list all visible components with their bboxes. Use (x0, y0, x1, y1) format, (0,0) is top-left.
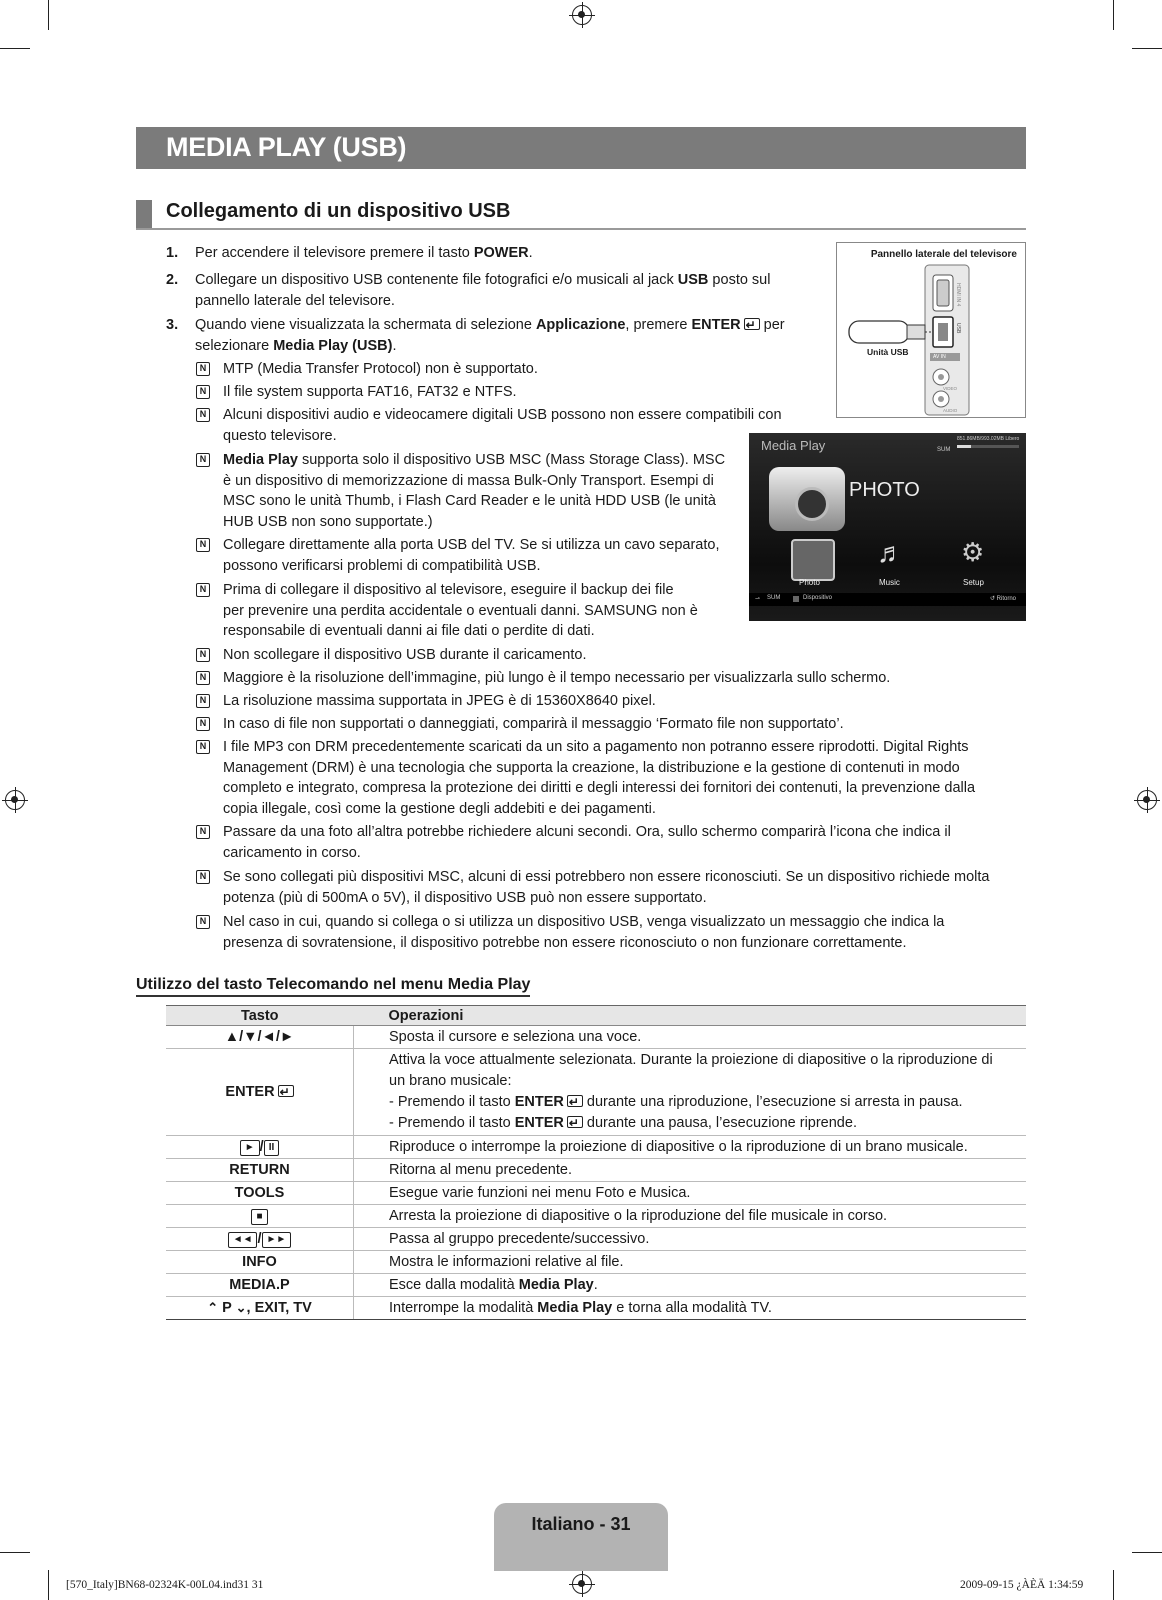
crop-mark (0, 48, 30, 49)
enter-icon (744, 318, 760, 330)
operation-cell: Sposta il cursore e seleziona una voce. (354, 1026, 1027, 1049)
enter-icon (278, 1085, 294, 1097)
note-item: N Media Play supporta solo il dispositivo USB MSC (Mass Storage Class). MSC è un dispositivo di memorizzazione di massa Bulk-Only Transport. Esempi di MSC sono le unità Thumb, i Flash Card Reader e le unità HDD USB (le unità HUB USB non sono supportate.) (196, 450, 986, 532)
note-icon: N (196, 385, 210, 399)
crop-mark (48, 0, 49, 30)
crop-mark (1113, 0, 1114, 30)
bottom-bar: ⇀ SUM Dispositivo ↺ Ritorno (749, 593, 1026, 606)
step-2 (166, 270, 816, 309)
table-row (166, 1297, 1026, 1320)
menu-item-photo[interactable]: Photo (799, 578, 820, 587)
crop-mark (1132, 48, 1162, 49)
pause-icon: II (264, 1140, 280, 1156)
table-row (166, 1182, 1026, 1205)
registration-mark-icon (5, 790, 25, 810)
registration-mark-icon (572, 5, 592, 25)
page-number-tab (494, 1503, 668, 1571)
step-1 (166, 243, 816, 264)
key-cell (166, 1205, 354, 1228)
rewind-icon: ◄◄ (228, 1232, 258, 1248)
key-cell: TOOLS (166, 1182, 354, 1205)
operation-cell: Esce dalla modalità Media Play. (354, 1274, 1027, 1297)
note-icon: N (196, 740, 210, 754)
table-row (166, 1136, 1026, 1159)
selected-category-label: PHOTO (849, 479, 920, 501)
note-item: N Passare da una foto all’altra potrebbe richiedere alcuni secondi. Ora, sullo schermo comparirà l’icona che indica il caricamento in corso. (196, 822, 1006, 863)
bottom-device-button[interactable]: Dispositivo (803, 595, 833, 601)
note-icon: N (196, 717, 210, 731)
enter-icon (567, 1116, 583, 1128)
operation-cell: Riproduce o interrompe la proiezione di diapositive o la riproduzione di un brano musicale. (354, 1136, 1027, 1159)
operation-cell: Attiva la voce attualmente selezionata. Durante la proiezione di diapositive o la riproduzione di un brano musicale: - Premendo il tasto ENTER↵ durante una riproduzione, l’esecuzione si arresta in pausa. - Premendo il tasto ENTER↵ durante una pausa, l’esecuzione riprende. (354, 1049, 1027, 1136)
fast-forward-icon: ►► (262, 1232, 292, 1248)
registration-mark-icon (572, 1574, 592, 1594)
step-number: 2. (166, 272, 179, 288)
table-row (166, 1159, 1026, 1182)
column-header: Tasto (166, 1006, 354, 1026)
note-icon: N (196, 408, 210, 422)
key-cell: INFO (166, 1251, 354, 1274)
table-row (166, 1274, 1026, 1297)
step-text: Collegare un dispositivo USB contenente file fotografici e/o musicali al jack USB posto sul pannello laterale del televisore. (195, 272, 771, 309)
key-cell: ► / II (166, 1136, 354, 1159)
table-row (166, 1049, 1026, 1136)
photo-icon[interactable] (791, 539, 835, 581)
operation-cell: Interrompe la modalità Media Play e torna alla modalità TV. (354, 1297, 1027, 1320)
note-icon: N (196, 915, 210, 929)
channel-down-icon: ⌄ (235, 1300, 247, 1315)
note-item: N Maggiore è la risoluzione dell’immagine, più lungo è il tempo necessario per visualizzarla sullo schermo. (196, 668, 986, 689)
panel-title: Pannello laterale del televisore (870, 249, 1017, 260)
section-title: Collegamento di un dispositivo USB (166, 200, 511, 222)
note-icon: N (196, 648, 210, 662)
key-cell: RETURN (166, 1159, 354, 1182)
stop-icon: ■ (251, 1209, 267, 1225)
note-item: N Alcuni dispositivi audio e videocamere digitali USB possono non essere compatibili con questo televisore. (196, 405, 986, 446)
note-item: N In caso di file non supportati o danneggiati, comparirà il messaggio ‘Formato file non supportato’. (196, 714, 986, 735)
note-item: N MTP (Media Transfer Protocol) non è supportato. (196, 359, 986, 380)
note-icon: N (196, 870, 210, 884)
note-item: N Il file system supporta FAT16, FAT32 e NTFS. (196, 382, 986, 403)
step-3 (166, 315, 816, 354)
note-icon: N (196, 538, 210, 552)
tv-panel-drawing (837, 243, 1025, 417)
operation-cell: Ritorna al menu precedente. (354, 1159, 1027, 1182)
operation-cell: Esegue varie funzioni nei menu Foto e Musica. (354, 1182, 1027, 1205)
registration-mark-icon (1137, 790, 1157, 810)
table-row (166, 1228, 1026, 1251)
note-item: N I file MP3 con DRM precedentemente scaricati da un sito a pagamento non potranno essere riprodotti. Digital Rights Management (DRM) è una tecnologia che supporta la creazione, la distribuzione e la gestione di contenuti in modo completo e integrato, compresa la protezione dei diritti e degli interessi dei fornitori dei contenuti, la prevenzione dalla copia illegale, così come la gestione degli addebiti e dei pagamenti. (196, 737, 1006, 819)
page-number: Italiano - 31 (531, 1514, 631, 1534)
column-header: Operazioni (354, 1006, 1027, 1026)
remote-keys-table (166, 1005, 1026, 1320)
menu-item-setup[interactable]: Setup (963, 578, 984, 587)
step-text: Quando viene visualizzata la schermata di selezione Applicazione, premere ENTER↵ per selezionare Media Play (USB). (195, 315, 785, 357)
note-item: N Collegare direttamente alla porta USB del TV. Se si utilizza un cavo separato, possono verificarsi problemi di compatibilità USB. (196, 535, 986, 576)
key-cell: ◄◄ / ►► (166, 1228, 354, 1251)
key-cell: ENTER↵ (166, 1049, 354, 1136)
table-title: Utilizzo del tasto Telecomando nel menu Media Play (136, 976, 530, 997)
note-icon: N (196, 825, 210, 839)
operation-cell: Passa al gruppo precedente/successivo. (354, 1228, 1027, 1251)
play-icon: ► (240, 1140, 260, 1156)
music-icon[interactable]: ♬ (877, 537, 905, 568)
port-label: AV IN (933, 354, 946, 360)
device-button-icon (793, 596, 799, 602)
note-icon: N (196, 694, 210, 708)
step-text: Per accendere il televisore premere il tasto POWER. (195, 245, 533, 261)
enter-icon (567, 1095, 583, 1107)
crop-mark (1113, 1570, 1114, 1600)
return-button[interactable]: ↺ Ritorno (989, 596, 1016, 602)
note-icon: N (196, 362, 210, 376)
usb-drive-label: Unità USB (867, 347, 909, 357)
table-row (166, 1205, 1026, 1228)
note-item: N Nel caso in cui, quando si collega o si utilizza un dispositivo USB, venga visualizzato un messaggio che indica la presenza di sovratensione, il dispositivo potrebbe non essere riconosciuto o non funzionare correttamente. (196, 912, 1006, 953)
capacity-text: 851.86MB/993.02MB Libero (957, 436, 1020, 442)
media-play-screen (749, 433, 1026, 621)
page-title-bar (136, 127, 1026, 169)
key-cell: ▲/▼/◄/► (166, 1026, 354, 1049)
tv-side-panel-figure (836, 242, 1026, 418)
note-icon: N (196, 583, 210, 597)
menu-item-music[interactable]: Music (879, 578, 900, 587)
crop-mark (48, 1570, 49, 1600)
operation-cell: Mostra le informazioni relative al file. (354, 1251, 1027, 1274)
page-title: MEDIA PLAY (USB) (166, 132, 407, 162)
step-number: 3. (166, 317, 179, 333)
media-play-title: Media Play (761, 438, 826, 453)
table-header-row (166, 1006, 1026, 1026)
note-item: N Non scollegare il dispositivo USB durante il caricamento. (196, 645, 986, 666)
port-label: USB (955, 323, 961, 334)
section-marker (136, 200, 152, 228)
port-label: AUDIO (943, 408, 958, 413)
device-name: SUM (937, 447, 951, 453)
note-icon: N (196, 671, 210, 685)
port-label: VIDEO (943, 386, 958, 391)
table-row (166, 1251, 1026, 1274)
capacity-bar (957, 445, 1019, 448)
port-label: HDMI IN 4 (955, 283, 961, 307)
crop-mark (0, 1552, 30, 1553)
section-heading (136, 198, 1026, 230)
channel-up-icon: ⌃ (207, 1300, 219, 1315)
note-item: N Se sono collegati più dispositivi MSC, alcuni di essi potrebbero non essere riconosciuti. Se un dispositivo richiede molta potenza (più di 500mA o 5V), il dispositivo USB può non essere supportato. (196, 867, 1006, 908)
print-slug-left: [570_Italy]BN68-02324K-00L04.ind31 31 (66, 1579, 264, 1591)
table-row (166, 1026, 1026, 1049)
note-item: N La risoluzione massima supportata in JPEG è di 15360X8640 pixel. (196, 691, 986, 712)
key-cell: MEDIA.P (166, 1274, 354, 1297)
note-item: N Prima di collegare il dispositivo al televisore, eseguire il backup dei file per prevenire una perdita accidentale o eventuali danni. SAMSUNG non è responsabile di eventuali danni ai file dati o perdite di dati. (196, 580, 986, 642)
photo-camera-icon (769, 467, 845, 531)
setup-gear-icon[interactable]: ⚙ (961, 537, 985, 567)
bottom-device: SUM (767, 595, 781, 601)
crop-mark (1132, 1552, 1162, 1553)
operation-cell: Arresta la proiezione di diapositive o la riproduzione del file musicale in corso. (354, 1205, 1027, 1228)
print-slug-right: 2009-09-15 ¿ÀÈÄ 1:34:59 (960, 1579, 1084, 1591)
return-icon: ↺ (989, 596, 997, 602)
note-icon: N (196, 453, 210, 467)
step-number: 1. (166, 245, 179, 261)
key-cell: ⌃ P ⌄, EXIT, TV (166, 1297, 354, 1320)
